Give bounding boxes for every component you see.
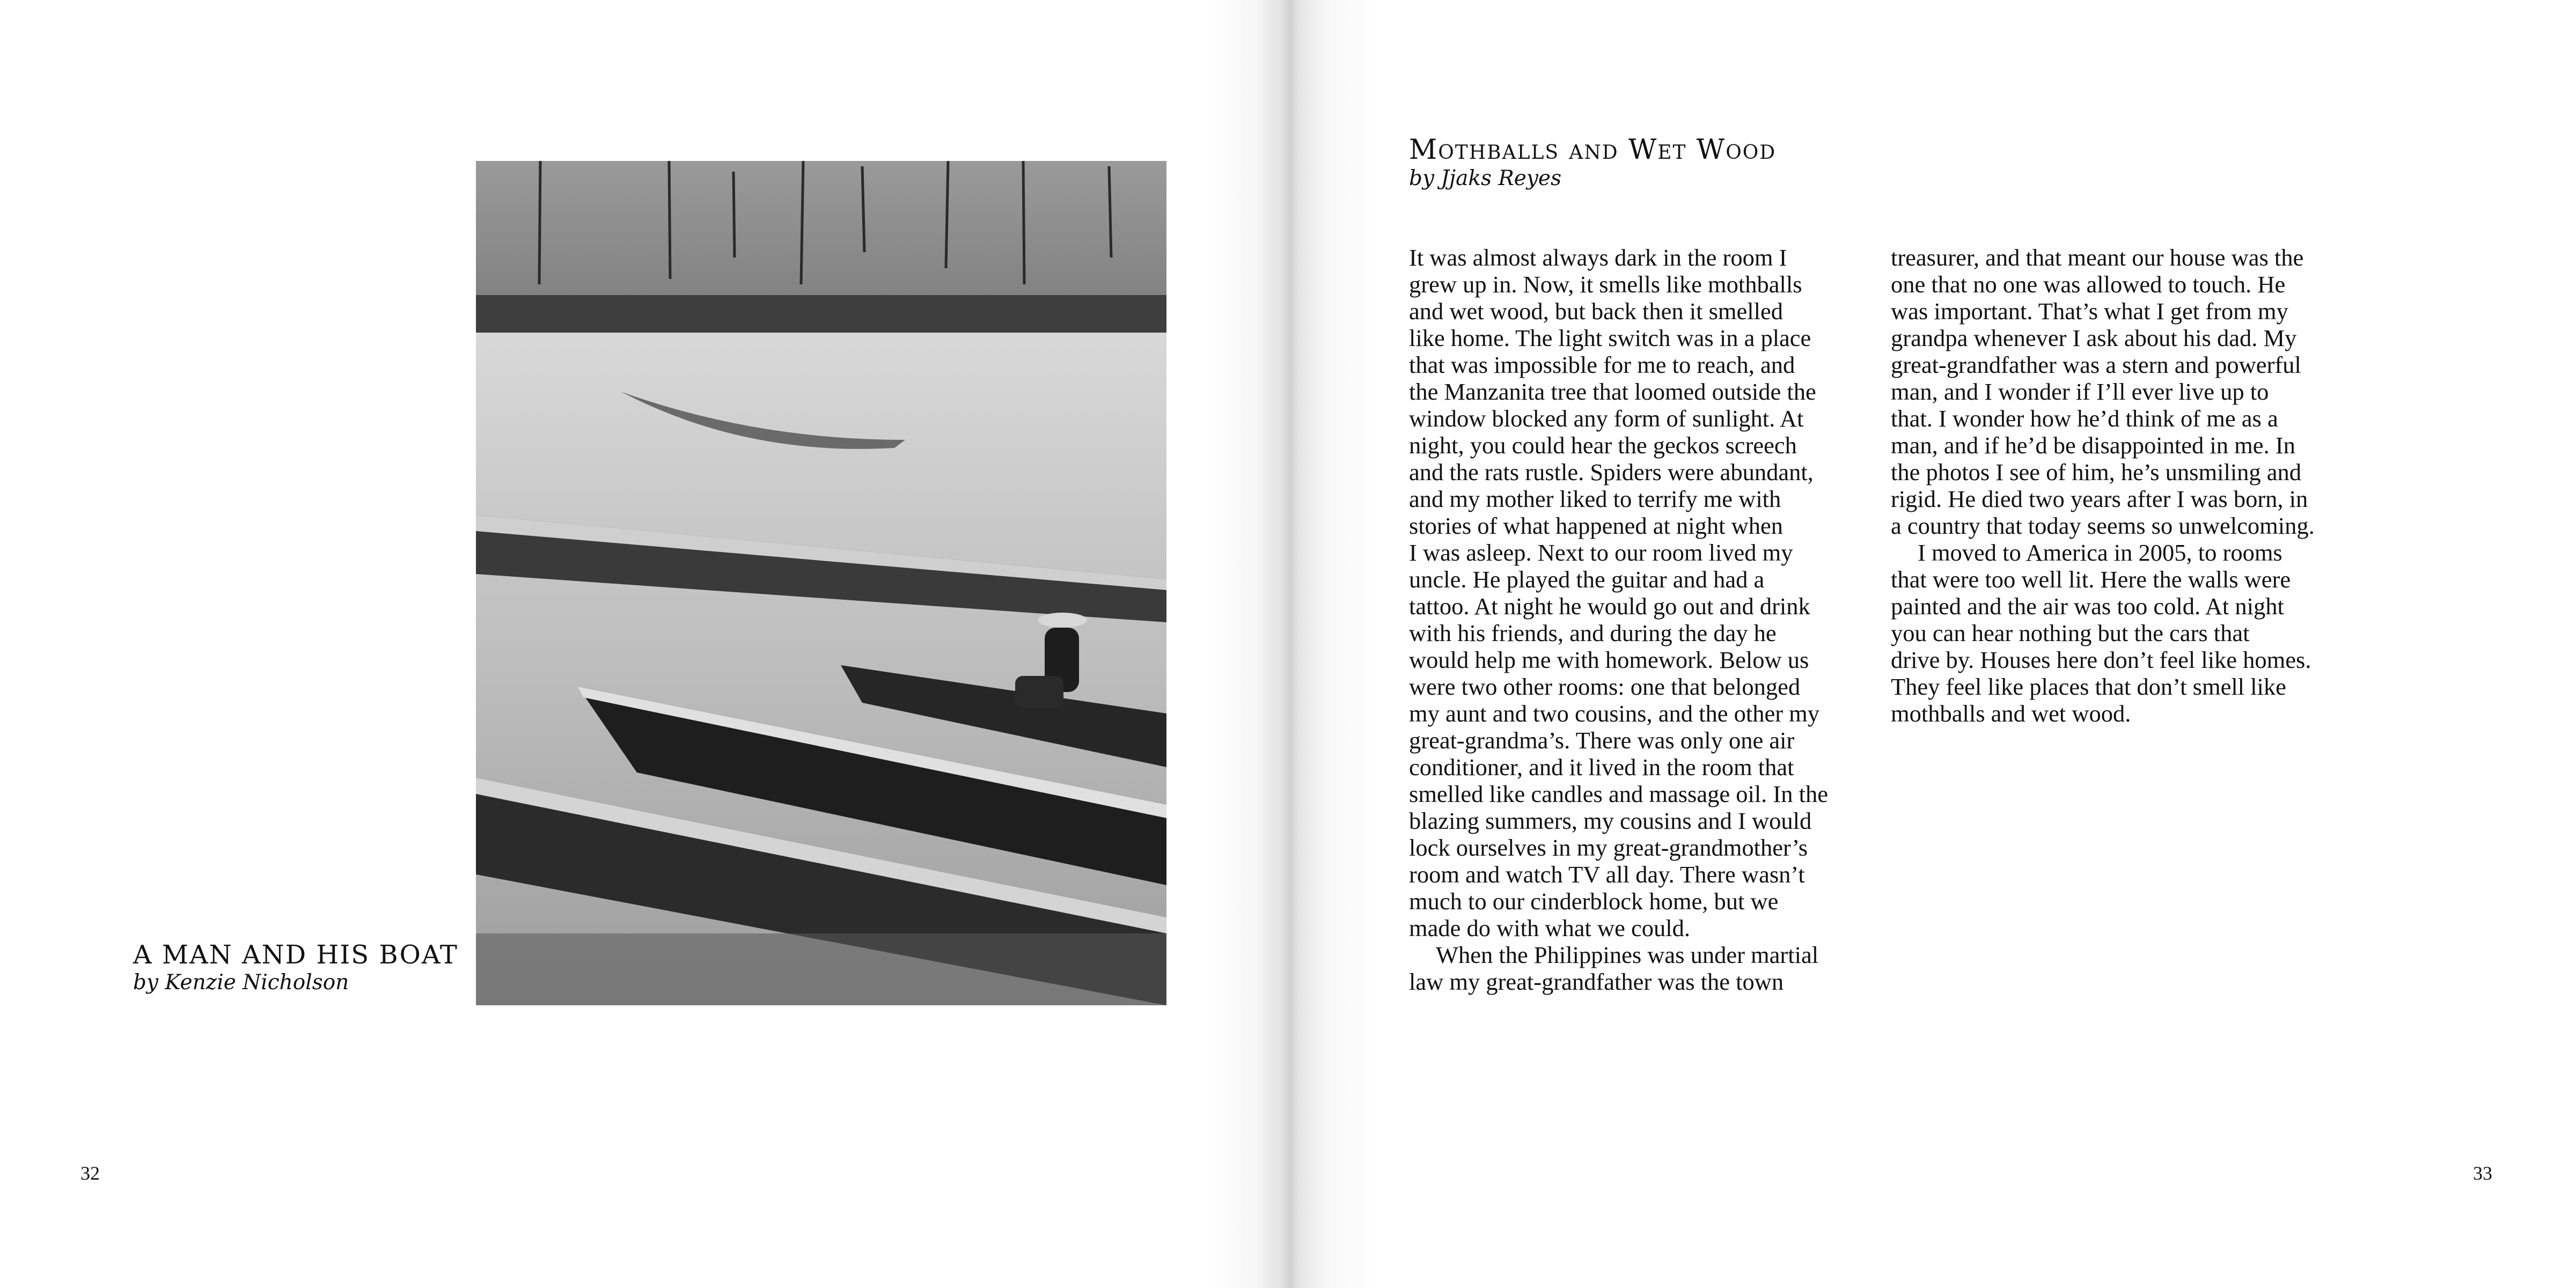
text-line: window blocked any form of sunlight. At xyxy=(1409,405,1804,432)
story-header xyxy=(1409,135,1776,193)
text-line: the Manzanita tree that loomed outside the xyxy=(1409,378,1816,405)
story-title: Mothballs and Wet Wood xyxy=(1409,134,1777,166)
text-line: and wet wood, but back then it smelled xyxy=(1409,298,1784,325)
boat-photo xyxy=(476,161,1166,1005)
boat-photo-illustration xyxy=(476,161,1166,1005)
text-line: my aunt and two cousins, and the other my xyxy=(1409,700,1820,727)
text-line: the photos I see of him, he’s unsmiling and xyxy=(1891,459,2302,485)
text-line: When the Philippines was under martial xyxy=(1436,941,1819,968)
text-line: night, you could hear the geckos screech xyxy=(1409,432,1797,459)
text-line: law my great-grandfather was the town xyxy=(1409,968,1784,995)
text-line: grandpa whenever I ask about his dad. My xyxy=(1891,325,2297,351)
photo-caption xyxy=(133,941,458,996)
text-line: and my mother liked to terrify me with xyxy=(1409,485,1781,512)
text-line: that. I wonder how he’d think of me as a xyxy=(1891,405,2278,432)
photo-title: A MAN AND HIS BOAT xyxy=(133,940,458,970)
text-line: room and watch TV all day. There wasn’t xyxy=(1409,861,1805,888)
text-line: stories of what happened at night when xyxy=(1409,512,1783,539)
text-line: treasurer, and that meant our house was the xyxy=(1891,244,2304,271)
text-line: was important. That’s what I get from my xyxy=(1891,298,2288,325)
text-line: mothballs and wet wood. xyxy=(1891,700,2131,727)
story-byline: by Jjaks Reyes xyxy=(1409,166,1561,191)
text-line: uncle. He played the guitar and had a xyxy=(1409,566,1765,593)
text-line: I moved to America in 2005, to rooms xyxy=(1918,539,2283,566)
text-line: man, and I wonder if I’ll ever live up to xyxy=(1891,378,2269,405)
text-line: man, and if he’d be disappointed in me. In xyxy=(1891,432,2295,459)
photo-byline: by Kenzie Nicholson xyxy=(133,970,349,995)
text-column-1 xyxy=(1409,244,1881,995)
text-line: painted and the air was too cold. At night xyxy=(1891,593,2284,620)
text-line: great-grandfather was a stern and powerful xyxy=(1891,351,2301,378)
text-line: made do with what we could. xyxy=(1409,915,1690,941)
paragraph-3 xyxy=(1891,539,2363,727)
text-line: lock ourselves in my great-grandmother’s xyxy=(1409,834,1808,861)
text-line: were two other rooms: one that belonged xyxy=(1409,673,1801,700)
text-line: blazing summers, my cousins and I would xyxy=(1409,807,1812,834)
text-line: rigid. He died two years after I was born, in xyxy=(1891,485,2308,512)
text-line: I was asleep. Next to our room lived my xyxy=(1409,539,1793,566)
text-line: much to our cinderblock home, but we xyxy=(1409,888,1779,915)
text-line: a country that today seems so unwelcoming. xyxy=(1891,512,2315,539)
text-line: and the rats rustle. Spiders were abundant, xyxy=(1409,459,1814,485)
paragraph-2-continued xyxy=(1891,244,2363,539)
text-line: It was almost always dark in the room I xyxy=(1409,244,1787,271)
text-line: They feel like places that don’t smell like xyxy=(1891,673,2286,700)
text-line: tattoo. At night he would go out and drink xyxy=(1409,593,1810,620)
right-page xyxy=(1290,0,2576,1288)
page-number-right: 33 xyxy=(2473,1162,2492,1184)
text-line: with his friends, and during the day he xyxy=(1409,620,1777,646)
text-line: that were too well lit. Here the walls were xyxy=(1891,566,2291,593)
text-column-2 xyxy=(1891,244,2363,727)
text-line: one that no one was allowed to touch. He xyxy=(1891,271,2286,298)
text-line: great-grandma’s. There was only one air xyxy=(1409,727,1795,754)
text-line: conditioner, and it lived in the room that xyxy=(1409,754,1794,781)
text-line: would help me with homework. Below us xyxy=(1409,646,1809,673)
text-line: you can hear nothing but the cars that xyxy=(1891,620,2250,646)
text-line: like home. The light switch was in a place xyxy=(1409,325,1811,351)
paragraph-2 xyxy=(1409,941,1881,995)
page-number-left: 32 xyxy=(80,1162,100,1184)
text-line: grew up in. Now, it smells like mothballs xyxy=(1409,271,1802,298)
text-line: that was impossible for me to reach, and xyxy=(1409,351,1795,378)
text-line: drive by. Houses here don’t feel like homes. xyxy=(1891,646,2311,673)
text-line: smelled like candles and massage oil. In the xyxy=(1409,781,1828,807)
paragraph-1 xyxy=(1409,244,1881,941)
